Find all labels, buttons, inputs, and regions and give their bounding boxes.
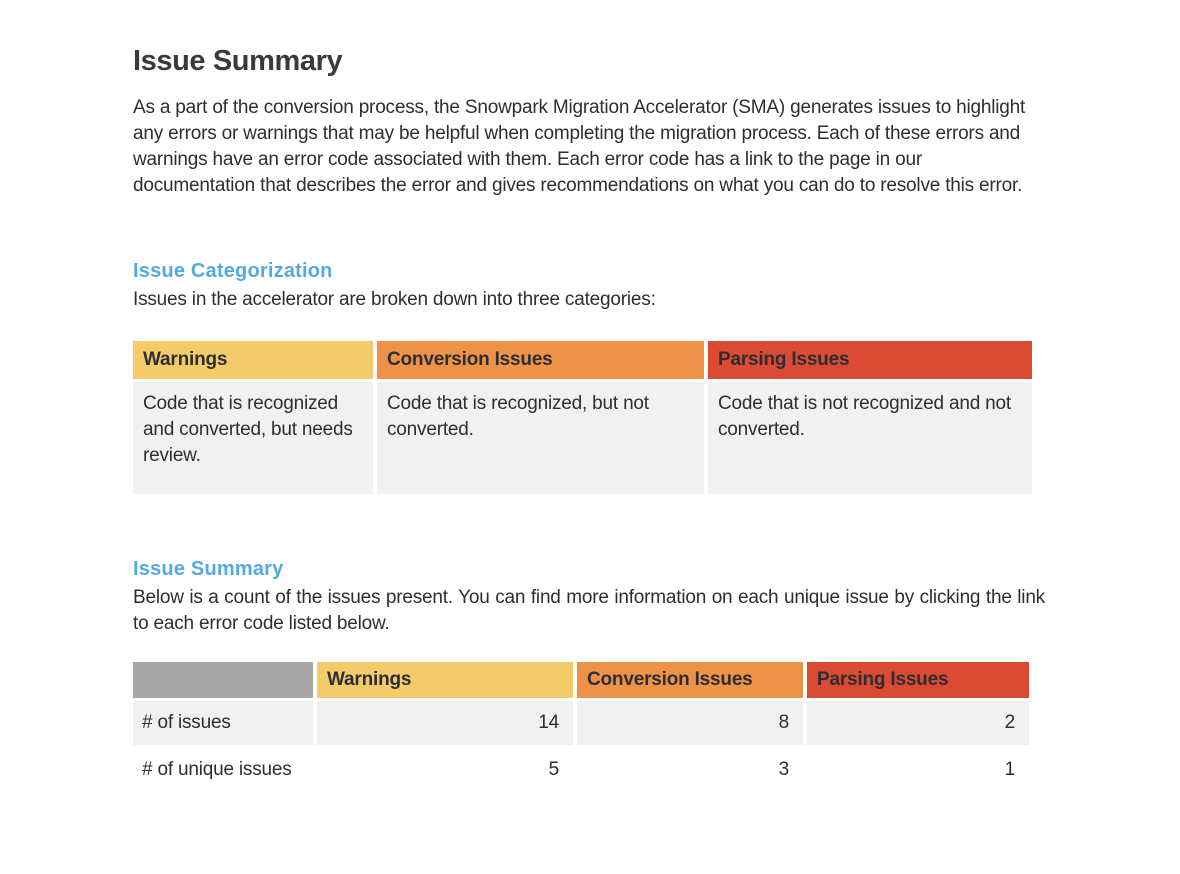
row-label-num-unique-issues: # of unique issues <box>142 759 292 780</box>
page-title: Issue Summary <box>133 45 343 77</box>
cell-warnings-unique-count: 5 <box>548 759 559 780</box>
cell-warnings-description: Code that is recognized and converted, but needs review. <box>133 382 373 494</box>
categorization-description: Issues in the accelerator are broken down into three categories: <box>133 289 656 310</box>
header-cell-parsing-issues: Parsing Issues <box>807 662 1029 698</box>
categorization-header-row <box>133 341 1032 379</box>
categorization-body-row <box>133 382 1032 494</box>
summary-row-unique-issue-count <box>133 748 1029 792</box>
header-cell-parsing-issues: Parsing Issues <box>708 341 1032 379</box>
cell-conversion-unique-count: 3 <box>778 759 789 780</box>
section-heading-issue-categorization: Issue Categorization <box>133 260 333 282</box>
header-cell-conversion-issues: Conversion Issues <box>577 662 803 698</box>
section-heading-issue-summary: Issue Summary <box>133 558 284 580</box>
cell-parsing-issue-count: 2 <box>807 701 1029 745</box>
header-cell-warnings: Warnings <box>133 341 373 379</box>
issue-summary-table <box>129 659 1033 795</box>
cell-parsing-unique-count: 1 <box>1004 759 1015 780</box>
cell-parsing-description: Code that is not recognized and not converted. <box>708 382 1032 494</box>
header-cell-warnings: Warnings <box>317 662 573 698</box>
summary-row-issue-count <box>133 701 1029 745</box>
header-cell-blank <box>133 662 313 698</box>
intro-paragraph: As a part of the conversion process, the Snowpark Migration Accelerator (SMA) generates issues to highlight any errors or warnings that may be helpful when completing the migration process. Each of these errors and warnings have an error code associated with them. Each error code has a link to the page in our documentation that describes the error and gives recommendations on what you can do to resolve this error. <box>133 97 1026 196</box>
summary-header-row <box>133 662 1029 698</box>
row-label-num-issues: # of issues <box>133 701 313 745</box>
header-cell-conversion-issues: Conversion Issues <box>377 341 704 379</box>
summary-description: Below is a count of the issues present. You can find more information on each unique issue by clicking the link to each error code listed below. <box>133 587 1045 634</box>
cell-warnings-issue-count: 14 <box>317 701 573 745</box>
cell-conversion-issue-count: 8 <box>577 701 803 745</box>
issue-categorization-table <box>129 338 1036 497</box>
cell-conversion-description: Code that is recognized, but not converted. <box>377 382 704 494</box>
